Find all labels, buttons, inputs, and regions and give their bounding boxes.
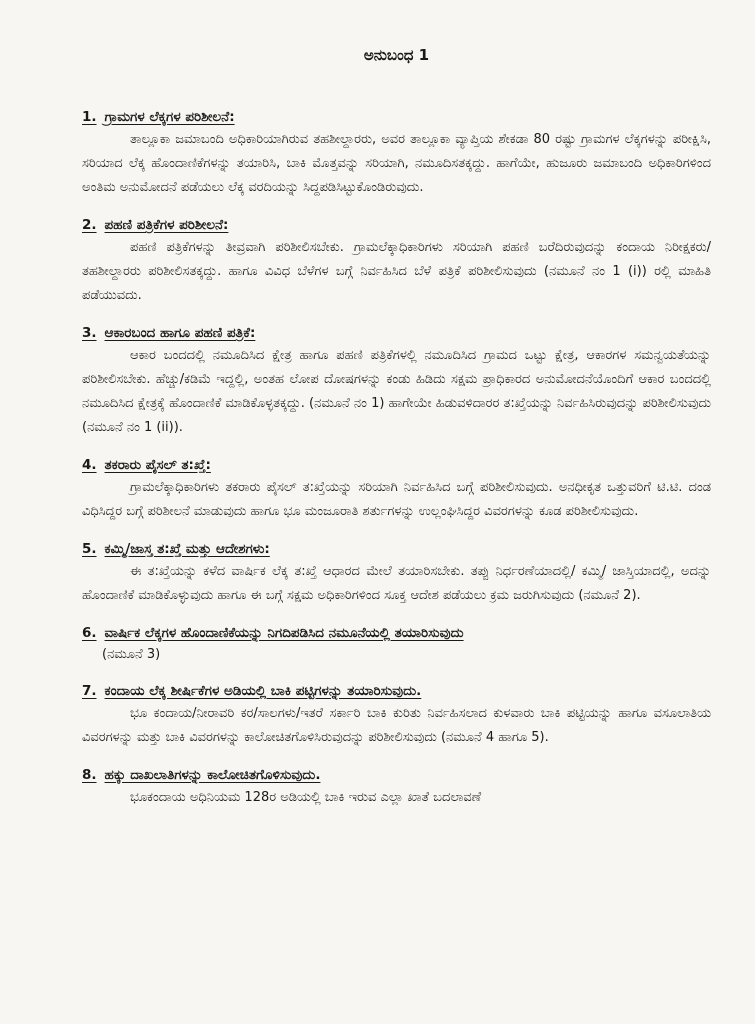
section-heading	[82, 538, 711, 560]
section-8	[82, 764, 711, 810]
section-title: ಕಂದಾಯ ಲೆಕ್ಕ ಶೀರ್ಷಿಕೆಗಳ ಅಡಿಯಲ್ಲಿ ಬಾಕಿ ಪಟ್ಟಿಗಳನ್ನು ತಯಾರಿಸುವುದು.	[104, 683, 422, 699]
section-title: ವಾರ್ಷಿಕ ಲೆಕ್ಕಗಳ ಹೊಂದಾಣಿಕೆಯನ್ನು ನಿಗದಿಪಡಿಸಿದ ನಮೂನೆಯಲ್ಲಿ ತಯಾರಿಸುವುದು	[104, 625, 464, 641]
section-title: ಆಕಾರಬಂದ ಹಾಗೂ ಪಹಣಿ ಪತ್ರಿಕೆ:	[104, 325, 256, 341]
section-5	[82, 538, 711, 608]
section-body: ಪಹಣಿ ಪತ್ರಿಕೆಗಳನ್ನು ತೀವ್ರವಾಗಿ ಪರಿಶೀಲಿಸಬೇಕು. ಗ್ರಾಮಲೆಕ್ಕಾಧಿಕಾರಿಗಳು ಸರಿಯಾಗಿ ಪಹಣಿ ಬರೆದಿರುವುದನ್ನು ಕಂದಾಯ ನಿರೀಕ್ಷಕರು/ತಹಶೀಲ್ದಾರರು ಪರಿಶೀಲಿಸತಕ್ಕದ್ದು. ಹಾಗೂ ವಿವಿಧ ಬೆಳೆಗಳ ಬಗ್ಗೆ ನಿರ್ವಹಿಸಿದ ಬೆಳೆ ಪತ್ರಿಕೆ ಪರಿಶೀಲಿಸುವುದು (ನಮೂನೆ ನಂ 1 (i)) ರಲ್ಲಿ ಮಾಹಿತಿ ಪಡೆಯುವದು.	[82, 240, 711, 303]
section-body: ಭೂ ಕಂದಾಯ/ನೀರಾವರಿ ಕರ/ಸಾಲಗಳು/ಇತರೆ ಸರ್ಕಾರಿ ಬಾಕಿ ಕುರಿತು ನಿರ್ವಹಿಸಲಾದ ಕುಳವಾರು ಬಾಕಿ ಪಟ್ಟಿಯನ್ನು ಹಾಗೂ ವಸೂಲಾತಿಯ ವಿವರಗಳನ್ನು ಮತ್ತು ಬಾಕಿ ವಿವರಗಳನ್ನು ಕಾಲೋಚಿತಗೊಳಿಸಿರುವುದನ್ನು ಪರಿಶೀಲಿಸುವುದು (ನಮೂನೆ 4 ಹಾಗೂ 5).	[82, 706, 711, 745]
section-body: ಈ ತ:ಖ್ತೆಯನ್ನು ಕಳೆದ ವಾರ್ಷಿಕ ಲೆಕ್ಕ ತ:ಖ್ತೆ ಆಧಾರದ ಮೇಲೆ ತಯಾರಿಸಬೇಕು. ತಪ್ಪು ನಿರ್ಧರಣೆಯಾದಲ್ಲಿ/ ಕಮ್ಮಿ/ ಜಾಸ್ತಿಯಾದಲ್ಲಿ, ಅದನ್ನು ಹೊಂದಾಣಿಕೆ ಮಾಡಿಕೊಳ್ಳುವುದು ಹಾಗೂ ಈ ಬಗ್ಗೆ ಸಕ್ಷಮ ಅಧಿಕಾರಿಗಳಿಂದ ಸೂಕ್ತ ಆದೇಶ ಪಡೆಯಲು ಕ್ರಮ ಜರುಗಿಸುವುದು (ನಮೂನೆ 2).	[82, 564, 711, 603]
section-body: ಭೂಕಂದಾಯ ಅಧಿನಿಯಮ 128ರ ಅಡಿಯಲ್ಲಿ ಬಾಕಿ ಇರುವ ಎಲ್ಲಾ ಖಾತೆ ಬದಲಾವಣೆ	[130, 790, 482, 805]
section-3	[82, 322, 711, 440]
section-number: 4.	[82, 457, 97, 473]
section-number: 6.	[82, 625, 97, 641]
section-heading	[82, 680, 711, 702]
section-heading	[82, 454, 711, 476]
section-number: 2.	[82, 217, 97, 233]
section-6	[82, 622, 711, 666]
section-body: ಗ್ರಾಮಲೆಕ್ಕಾಧಿಕಾರಿಗಳು ತಕರಾರು ಪೈಸಲ್ ತ:ಖ್ತೆಯನ್ನು ಸರಿಯಾಗಿ ನಿರ್ವಹಿಸಿದ ಬಗ್ಗೆ ಪರಿಶೀಲಿಸುವುದು. ಅನಧೀಕೃತ ಒತ್ತುವರಿಗೆ ಟಿ.ಟಿ. ದಂಡ ವಿಧಿಸಿದ್ದರ ಬಗ್ಗೆ ಪರಿಶೀಲನೆ ಮಾಡುವುದು ಹಾಗೂ ಭೂ ಮಂಜೂರಾತಿ ಶರ್ತುಗಳನ್ನು ಉಲ್ಲಂಘಿಸಿದ್ದರ ವಿವರಗಳನ್ನು ಕೂಡ ಪರಿಶೀಲಿಸುವುದು.	[82, 480, 711, 519]
section-title: ಗ್ರಾಮಗಳ ಲೆಕ್ಕಗಳ ಪರಿಶೀಲನೆ:	[104, 109, 235, 125]
section-heading	[82, 322, 711, 344]
section-number: 1.	[82, 109, 97, 125]
section-heading	[82, 106, 711, 128]
section-1	[82, 106, 711, 200]
section-body: ಆಕಾರ ಬಂದದಲ್ಲಿ ನಮೂದಿಸಿದ ಕ್ಷೇತ್ರ ಹಾಗೂ ಪಹಣಿ ಪತ್ರಿಕೆಗಳಲ್ಲಿ ನಮೂದಿಸಿದ ಗ್ರಾಮದ ಒಟ್ಟು ಕ್ಷೇತ್ರ, ಆಕಾರಗಳ ಸಮನ್ವಯತೆಯನ್ನು ಪರಿಶೀಲಿಸಬೇಕು. ಹೆಚ್ಚು/ಕಡಿಮೆ ಇದ್ದಲ್ಲಿ, ಅಂತಹ ಲೋಪ ದೋಷಗಳನ್ನು ಕಂಡು ಹಿಡಿದು ಸಕ್ಷಮ ಪ್ರಾಧಿಕಾರದ ಅನುಮೋದನೆಯೊಂದಿಗೆ ಆಕಾರ ಬಂದದಲ್ಲಿ ನಮೂದಿಸಿದ ಕ್ಷೇತ್ರಕ್ಕೆ ಹೊಂದಾಣಿಕೆ ಮಾಡಿಕೊಳ್ಳತಕ್ಕದ್ದು. (ನಮೂನೆ ನಂ 1) ಹಾಗೇಯೇ ಹಿಡುವಳಿದಾರರ ತ:ಖ್ತೆಯನ್ನು ನಿರ್ವಹಿಸಿರುವುದನ್ನು ಪರಿಶೀಲಿಸುವುದು (ನಮೂನೆ ನಂ 1 (ii)).	[82, 348, 711, 435]
section-body: ತಾಲ್ಲೂಕಾ ಜಮಾಬಂದಿ ಅಧಿಕಾರಿಯಾಗಿರುವ ತಹಶೀಲ್ದಾರರು, ಅವರ ತಾಲ್ಲೂಕಾ ವ್ಯಾಪ್ತಿಯ ಶೇಕಡಾ 80 ರಷ್ಟು ಗ್ರಾಮಗಳ ಲೆಕ್ಕಗಳನ್ನು ಪರೀಕ್ಷಿಸಿ, ಸರಿಯಾದ ಲೆಕ್ಕ ಹೊಂದಾಣಿಕೆಗಳನ್ನು ತಯಾರಿಸಿ, ಬಾಕಿ ಮೊತ್ತವನ್ನು ಸರಿಯಾಗಿ, ನಮೂದಿಸತಕ್ಕದ್ದು. ಹಾಗೆಯೇ, ಹುಜೂರು ಜಮಾಬಂದಿ ಅಧಿಕಾರಿಗಳಿಂದ ಅಂತಿಮ ಅನುಮೋದನೆ ಪಡೆಯಲು ಲೆಕ್ಕ ವರದಿಯನ್ನು ಸಿದ್ದಪಡಿಸಿಟ್ಟುಕೊಂಡಿರುವುದು.	[82, 132, 711, 195]
section-title: ಪಹಣಿ ಪತ್ರಿಕೆಗಳ ಪರಿಶೀಲನೆ:	[104, 217, 229, 233]
section-2	[82, 214, 711, 308]
section-number: 5.	[82, 541, 97, 557]
section-number: 7.	[82, 683, 97, 699]
section-7	[82, 680, 711, 750]
section-title: ಹಕ್ಕು ದಾಖಲಾತಿಗಳನ್ನು ಕಾಲೋಚಿತಗೊಳಿಸುವುದು.	[104, 767, 321, 783]
section-title: ತಕರಾರು ಪೈಸಲ್ ತ:ಖ್ತೆ:	[104, 457, 211, 473]
section-heading	[82, 214, 711, 236]
section-heading	[82, 622, 711, 644]
section-subtext: (ನಮೂನೆ 3)	[102, 647, 161, 662]
section-heading	[82, 764, 711, 786]
page-title: ಅನುಬಂಧ 1	[363, 46, 430, 64]
section-title: ಕಮ್ಮಿ/ಜಾಸ್ತ ತ:ಖ್ತೆ ಮತ್ತು ಆದೇಶಗಳು:	[104, 541, 270, 557]
section-number: 8.	[82, 767, 97, 783]
section-4	[82, 454, 711, 524]
section-number: 3.	[82, 325, 97, 341]
